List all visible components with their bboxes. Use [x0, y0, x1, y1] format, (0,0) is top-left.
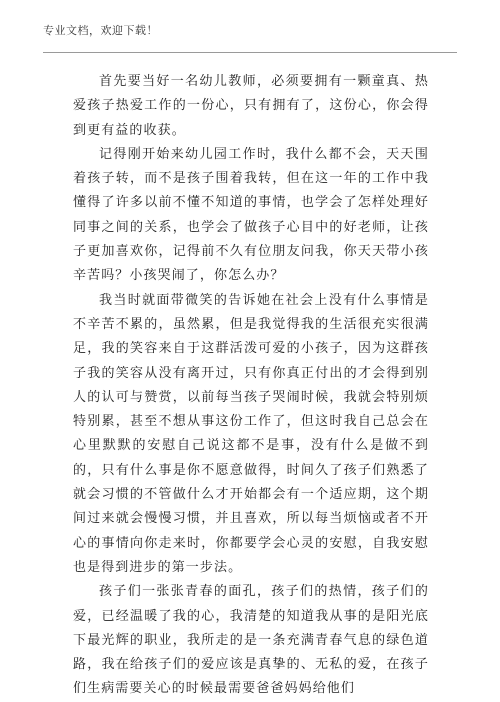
- document-body: [73, 70, 429, 702]
- header-divider: [43, 52, 457, 53]
- paragraph: 我当时就面带微笑的告诉她在社会上没有什么事情是不辛苦不累的，虽然累，但是我觉得我的生活很充实很满足，我的笑容来自于这群活泼可爱的小孩子，因为这群孩子我的笑容从没有离开过，只有你真正付出的才会得到别人的认可与赞赏，以前每当孩子哭闹时候，我就会特别烦特别累，甚至不想从事这份工作了，但这时我自己总会在心里默默的安慰自己说这都不是事，没有什么是做不到的，只有什么事是你不愿意做得，时间久了孩子们熟悉了就会习惯的不管做什么才开始都会有一个适应期，这个期间过来就会慢慢习惯，并且喜欢，所以每当烦恼或者不开心的事情向你走来时，你都要学会心灵的安慰，自我安慰也是得到进步的第一步法。: [73, 292, 429, 575]
- paragraph: 孩子们一张张青春的面孔，孩子们的热情，孩子们的爱，已经温暖了我的心，我清楚的知道我从事的是阳光底下最光辉的职业，我所走的是一条充满青春气息的绿色道路，我在给孩子们的爱应该是真挚的、无私的爱，在孩子们生病需要关心的时候最需要爸爸妈妈给他们: [73, 584, 429, 697]
- paragraph: 记得刚开始来幼儿园工作时，我什么都不会，天天围着孩子转，而不是孩子围着我转，但在这一年的工作中我懂得了许多以前不懂不知道的事情，也学会了怎样处理好同事之间的关系，也学会了做孩子心目中的好老师，让孩子更加喜欢你，记得前不久有位朋友问我，你天天带小孩辛苦吗？小孩哭闹了，你怎么办？: [73, 146, 429, 284]
- page-header: 专业文档，欢迎下载！: [43, 24, 158, 37]
- paragraph: 首先要当好一名幼儿教师，必须要拥有一颗童真、热爱孩子热爱工作的一份心，只有拥有了，这份心，你会得到更有益的收获。: [73, 74, 429, 138]
